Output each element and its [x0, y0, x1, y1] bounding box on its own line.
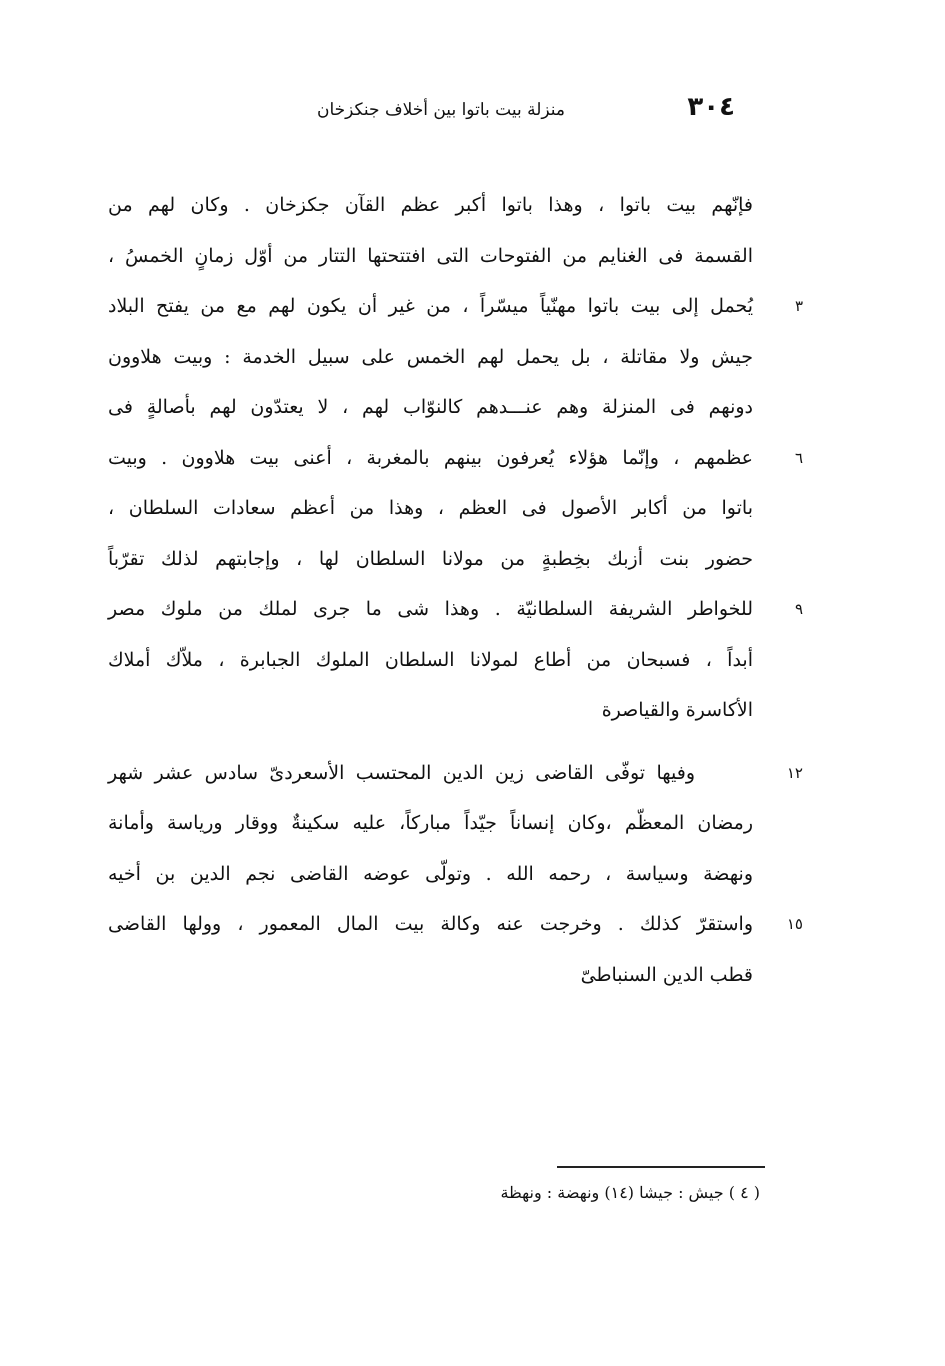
line-text: عظمهم ، وإنّما هؤلاء يُعرفون بينهم بالمغربة ، أعنى بيت هلاوون . وبيت — [108, 446, 753, 469]
text-line — [108, 849, 753, 900]
page-number: ٣٠٤ — [687, 92, 735, 122]
text-line — [108, 635, 753, 686]
text-line — [108, 483, 753, 534]
line-text: الأكاسرة والقياصرة — [601, 699, 753, 721]
text-line — [108, 231, 753, 282]
text-line — [108, 433, 803, 484]
text-line — [108, 382, 753, 433]
line-text: ونهضة وسياسة ، رحمه الله . وتولّى عوضه القاضى نجم الدين بن أخيه — [108, 862, 753, 885]
line-text: باتوا من أكابر الأصول فى العظم ، وهذا من أعظم سعادات السلطان ، — [108, 497, 753, 519]
line-text: يُحمل إلى بيت باتوا مهنّياً ميسّراً ، من غير أن يكون لهم مع من يفتح البلاد — [108, 295, 753, 317]
footnote-divider — [557, 1166, 765, 1168]
text-line — [108, 798, 753, 849]
text-line — [108, 180, 753, 231]
text-line — [108, 950, 753, 1001]
line-number: ١٥ — [786, 915, 803, 933]
line-text: حضور بنت أزبك بخِطبةٍ من مولانا السلطان لها ، وإجابتهم لذلك تقرّباً — [108, 547, 753, 570]
text-line — [108, 685, 753, 736]
text-line — [108, 332, 753, 383]
text-line — [108, 584, 803, 635]
text-line — [108, 748, 803, 799]
line-text: دونهم فى المنزلة وهم عنـــدهم كالنوّاب لهم ، لا يعتدّون لهم بأصالةٍ فى — [108, 396, 753, 418]
line-text: فإنّهم بيت باتوا ، وهذا باتوا أكبر عظم القآن جكزخان . وكان لهم من — [108, 194, 753, 216]
line-text: واستقرّ كذلك . وخرجت عنه وكالة بيت المال المعمور ، وولها القاضى — [108, 913, 753, 935]
running-title: منزلة بيت باتوا بين أخلاف جنكزخان — [316, 100, 565, 120]
page-header — [290, 92, 735, 132]
body-text — [108, 180, 803, 1000]
line-text: وفيها توفّى القاضى زين الدين المحتسب الأسعردىّ سادس عشر شهر — [108, 761, 695, 784]
footnote: ( ٤ ) جيش : جيشا (١٤) ونهضة : ونهظة — [500, 1183, 760, 1202]
line-number: ٩ — [794, 600, 803, 618]
line-number: ١٢ — [786, 763, 803, 782]
line-text: أبداً ، فسبحان من أطاع لمولانا السلطان الملوك الجبابرة ، ملاّك أملاك — [108, 648, 753, 671]
line-number: ٣ — [794, 297, 803, 315]
line-text: القسمة فى الغنايم من الفتوحات التى افتتحتها التتار من أوّل زمانٍ الخمسُ ، — [108, 244, 753, 267]
text-line — [108, 899, 803, 950]
line-text: للخواطر الشريفة السلطانيّة . وهذا شى ما جرى لملك من ملوك مصر — [108, 598, 753, 620]
line-number: ٦ — [794, 448, 803, 467]
line-text: جيش ولا مقاتلة ، بل يحمل لهم الخمس على سبيل الخدمة : وبيت هلاوون — [108, 345, 753, 368]
text-line — [108, 281, 803, 332]
line-text: قطب الدين السنباطىّ — [580, 963, 753, 986]
text-line — [108, 534, 753, 585]
line-text: رمضان المعظّم ،وكان إنساناً جيّداً مباركاً، عليه سكينةٌ ووقار ورياسة وأمانة — [108, 812, 753, 834]
